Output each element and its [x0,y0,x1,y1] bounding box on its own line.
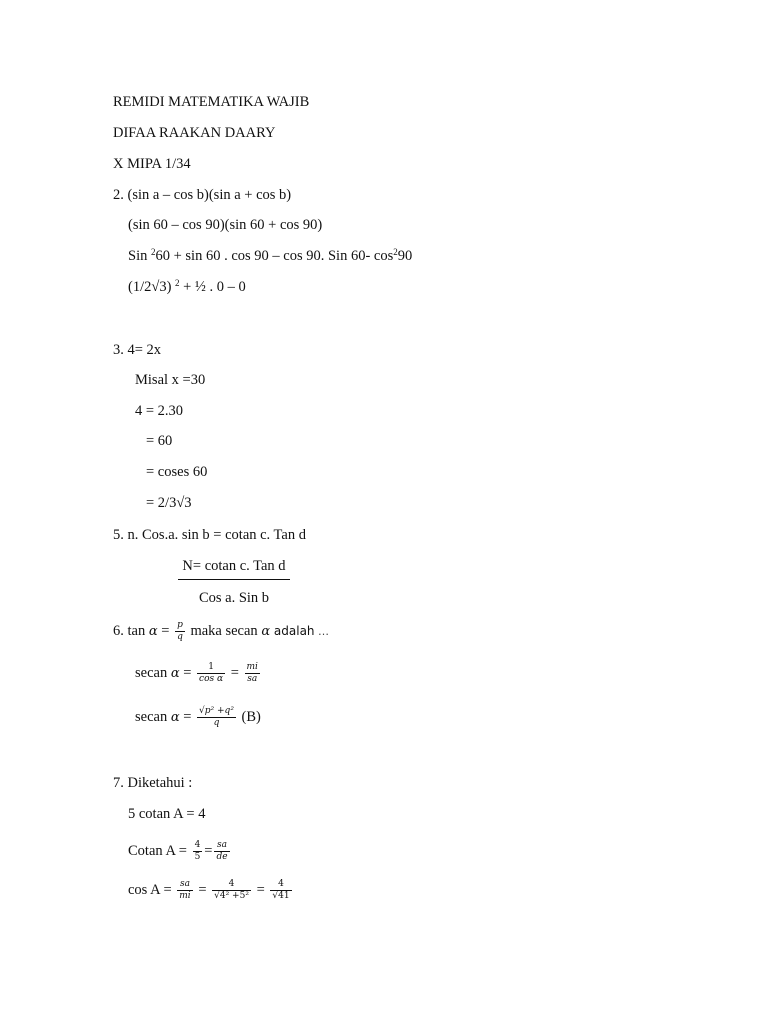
q3-step-4: = coses 60 [146,464,208,480]
q5-denominator: Cos a. Sin b [198,590,270,606]
q3-statement: 3. 4= 2x [113,342,162,358]
q5-fraction [178,556,290,608]
document-title: REMIDI MATEMATIKA WAJIB [113,94,310,110]
q7-step-2: cos A = $\frac{sa}{mi}$ = $\frac{4}{\text{√4² +5²}}$ = $\frac{4}{√41}$ [128,879,290,901]
q7-fraction-4-sqrt-sum: $\frac{4}{\text{√4² +5²}}$ [214,879,249,901]
q2-step-3: (1/2√3) $^2$ + ½ . 0 – 0 [128,278,246,295]
q6-fraction-mi-sa: $\frac{mi}{sa}$ [246,662,258,684]
student-class: X MIPA 1/34 [113,156,191,172]
q7-statement: 7. Diketahui : [113,775,193,791]
q6-step-2: secan α = $\frac{\text{√p² +q²}}{q}$ (B) [135,706,261,728]
q3-step-5: = 2/3√3 [146,495,192,511]
q2-step-2: Sin $^2$60 + sin 60 . cos 90 – cos 90. Sin 60- $\cos^290$ [128,247,413,264]
q3-step-1: Misal x =30 [135,372,206,388]
q3-step-3: = 60 [146,433,173,449]
q7-fraction-sa-mi: $\frac{sa}{mi}$ [179,879,191,901]
q7-fraction-sa-de: $\frac{sa}{de}$ [216,840,228,862]
q5-statement: 5. n. Cos.a. sin b = cotan c. Tan d [113,527,306,543]
q7-given: 5 cotan A = 4 [128,806,206,822]
q6-fraction-sqrt: $\frac{\text{√p² +q²}}{q}$ [199,706,234,728]
q6-fraction-p-q: $\frac{p}{q}$ [177,620,183,642]
q7-step-1: Cotan A = $\frac{4}{5}$ = $\frac{sa}{de}$ [128,840,228,862]
q5-numerator: N= cotan c. Tan d [178,556,290,580]
q6-statement: 6. tan α = $\frac{p}{q}$ maka secan α adalah … [113,620,330,642]
q7-fraction-4-5: $\frac{4}{5}$ [194,840,201,862]
student-name: DIFAA RAAKAN DAARY [113,125,276,141]
q3-step-2: 4 = 2.30 [135,403,184,419]
q2-step-1: (sin 60 – cos 90)(sin 60 + cos 90) [128,217,323,233]
q6-fraction-1-cos: $\frac{1}{\text{cos α}}$ [199,662,224,684]
q7-fraction-4-sqrt41: $\frac{4}{√41}$ [272,879,290,901]
q2-statement: 2. (sin a – cos b)(sin a + cos b) [113,187,292,203]
q6-step-1: secan α = $\frac{1}{\text{cos α}}$ = $\frac{mi}{sa}$ [135,662,258,684]
